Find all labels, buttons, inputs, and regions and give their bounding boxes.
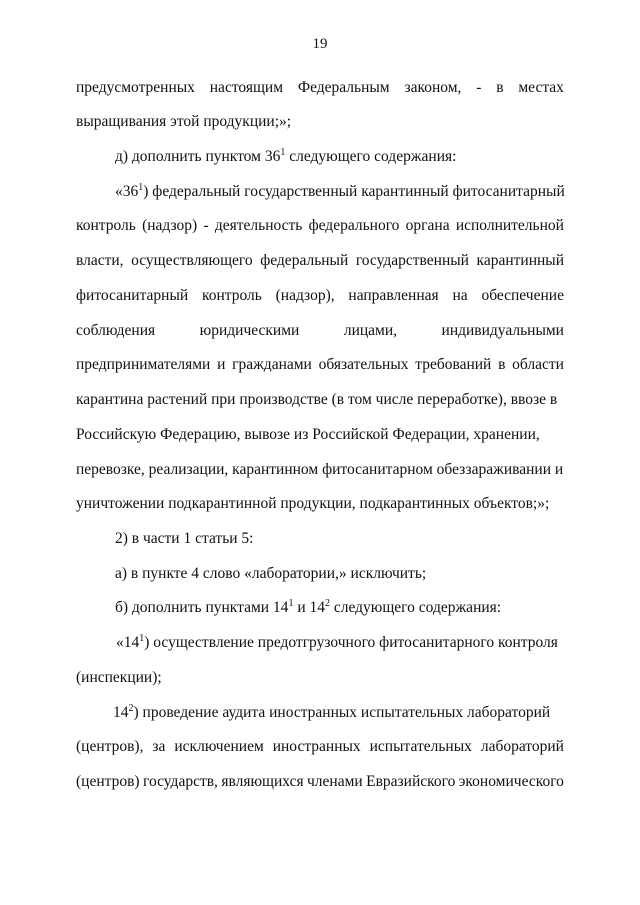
text-line: выращивания этой продукции;»;: [76, 113, 292, 130]
word: за: [152, 738, 166, 755]
word: (надзор),: [275, 287, 335, 304]
page-number: 19: [312, 36, 328, 52]
word: государств,: [143, 773, 218, 790]
line-text: д) дополнить пунктом 36: [115, 148, 281, 165]
word: юридическими: [199, 322, 300, 339]
line-text: следующего содержания:: [285, 148, 457, 165]
text-line: карантина растений при производстве (в том числе переработке), ввозе в: [76, 391, 558, 408]
word: исполнительной: [455, 217, 564, 234]
word: требований: [415, 356, 492, 373]
superscript: 1: [280, 146, 286, 158]
text-line: [115, 598, 564, 618]
text-line: [113, 703, 564, 723]
text-line: [116, 633, 564, 653]
word: на: [452, 287, 468, 304]
word: карантинный: [476, 252, 564, 269]
word: являющихся: [221, 773, 304, 790]
text-line: Российскую Федерацию, вывозе из Российской Федерации, хранении,: [76, 426, 540, 443]
word: контроль: [201, 287, 262, 304]
word: власти,: [76, 252, 124, 269]
word: обязательных: [318, 356, 409, 373]
word: государственный: [355, 252, 469, 269]
word: и: [217, 356, 226, 373]
word: контроль: [76, 217, 136, 234]
line-text: ) проведение аудита иностранных испытательных лабораторий: [133, 704, 551, 721]
text-line: [76, 321, 564, 341]
word: индивидуальными: [441, 322, 564, 339]
word: (центров),: [76, 738, 144, 755]
word: соблюдения: [76, 322, 156, 339]
word: в: [498, 356, 506, 373]
word: федеральный: [260, 252, 349, 269]
word: лицами,: [343, 322, 398, 339]
superscript: 1: [138, 181, 144, 193]
word: испытательных: [369, 738, 472, 755]
word: предпринимателями: [76, 356, 211, 373]
word: -: [203, 217, 209, 234]
text-line: а) в пункте 4 слово «лаборатории,» исключить;: [115, 565, 427, 582]
word: органа: [405, 217, 450, 234]
word: деятельность: [214, 217, 303, 234]
text-line: [115, 147, 564, 167]
word: осуществляющего: [131, 252, 253, 269]
word: -: [476, 79, 482, 96]
line-text: следующего содержания:: [329, 599, 502, 616]
line-text: б) дополнить пунктами 14: [115, 599, 289, 616]
line-text: 14: [113, 704, 129, 721]
word: местах: [518, 79, 564, 96]
word: иностранных: [272, 738, 361, 755]
line-text: «14: [116, 634, 140, 651]
word: Евразийского: [366, 773, 456, 790]
word: в: [496, 79, 504, 96]
text-line: (инспекции);: [76, 669, 162, 686]
text-line: [76, 78, 564, 98]
word: настоящим: [209, 79, 284, 96]
line-text: «36: [115, 183, 139, 200]
text-line: 2) в части 1 статьи 5:: [115, 530, 254, 547]
word: предусмотренных: [76, 79, 195, 96]
word: направленная: [348, 287, 439, 304]
word: гражданами: [232, 356, 312, 373]
superscript: 1: [139, 632, 145, 644]
text-line: [115, 182, 564, 202]
line-text: ) осуществление предотгрузочного фитосанитарного контроля: [144, 634, 558, 651]
superscript: 2: [128, 702, 134, 714]
word: фитосанитарный: [76, 287, 189, 304]
text-line: [76, 737, 564, 757]
word: законом,: [404, 79, 462, 96]
superscript: 2: [324, 597, 330, 609]
text-line: уничтожении подкарантинной продукции, подкарантинных объектов;»;: [76, 495, 550, 512]
text-line: [76, 772, 564, 792]
word: (надзор): [142, 217, 198, 234]
word: области: [512, 356, 564, 373]
text-line: [76, 355, 564, 375]
word: обеспечение: [481, 287, 564, 304]
text-line: [76, 216, 564, 236]
text-line: [76, 286, 564, 306]
word: членами: [307, 773, 363, 790]
word: экономического: [458, 773, 564, 790]
line-text: ) федеральный государственный карантинный фитосанитарный: [143, 183, 565, 200]
word: лабораторий: [480, 738, 564, 755]
word: исключением: [174, 738, 264, 755]
word: федерального: [308, 217, 400, 234]
word: (центров): [76, 773, 140, 790]
text-line: [76, 251, 564, 271]
word: Федеральным: [297, 79, 390, 96]
superscript: 1: [288, 597, 294, 609]
line-text: и 14: [293, 599, 325, 616]
text-line: перевозке, реализации, карантинном фитосанитарном обеззараживании и: [76, 461, 564, 478]
